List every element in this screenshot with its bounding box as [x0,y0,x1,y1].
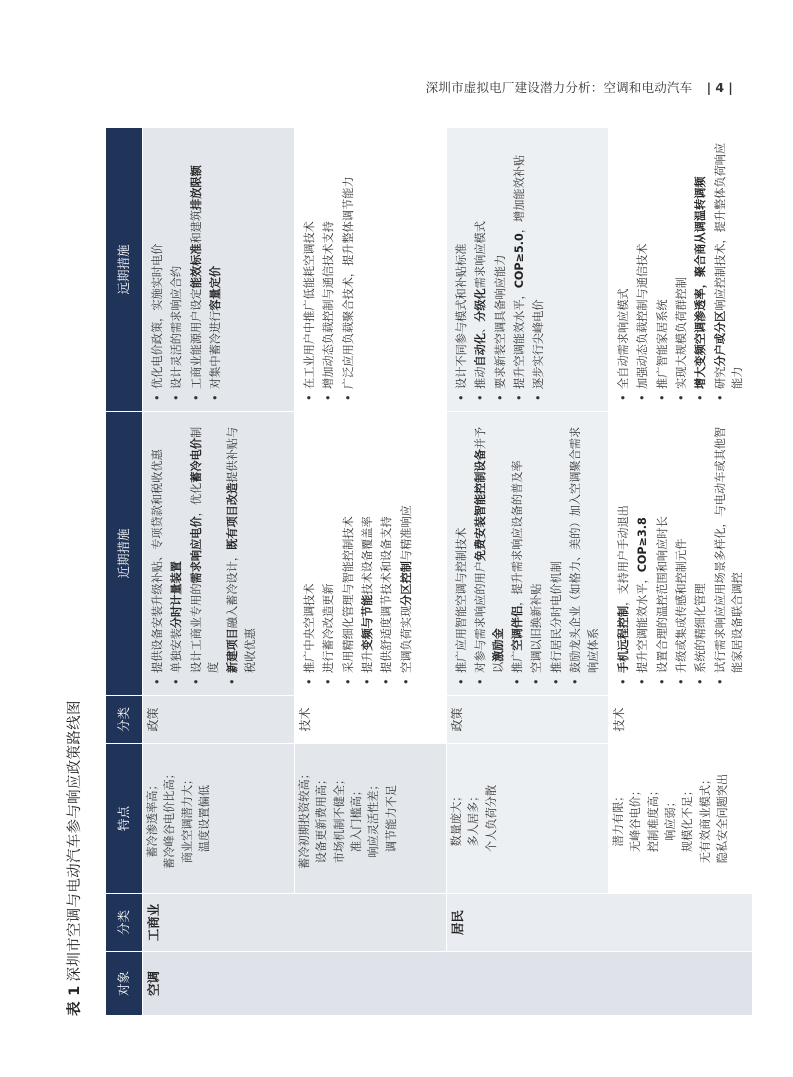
measure-text: 设置合理的温控范围和响应时长 [655,516,669,673]
header-near-term: 近期措施 [106,412,143,696]
measure-text-bold: 分级化 [474,288,488,322]
near-term-residential-policy [447,412,609,696]
measure-text: 提供设备安装升级补贴、专项贷款和税收优惠 [151,449,164,673]
subcategory-commerce-technology: 技术 [295,696,447,744]
feature-line: 蓄冷初期投资较高； [298,768,311,869]
measure-text-bold: 分户或分区 [713,310,727,367]
policy-roadmap-table [105,127,753,1016]
measure-item [548,420,565,685]
running-header [426,78,733,96]
table-row [295,128,447,1016]
feature-line: 无峰谷电价； [629,784,643,853]
measure-text: 增加动态负载控制与通信技术支持 [322,221,336,389]
measure-text: 融入蓄冷设计， [226,549,240,629]
measure-text: 采用精细化管理与智能控制技术 [341,516,355,673]
running-header-title: 深圳市虚拟电厂建设潜力分析：空调和电动汽车 [425,80,693,95]
measure-text: 工商业能源用户设定 [189,288,203,389]
object-cell: 空调 [143,952,753,1016]
measure-text: 提供舒适度调节技术和设备支持 [380,516,394,673]
measure-item [692,136,709,401]
feature-line: 商业空调潜力大； [180,773,194,864]
measure-item [168,420,185,685]
feature-line: 蓄冷渗透率高； [146,779,159,858]
measure-text: 提升空调能效水平， [636,572,650,673]
measure-item [188,420,223,685]
measure-text: ，支持用户手动退出 [616,505,630,606]
measure-text: ，提升需求响应设备的普及率 [511,460,525,606]
features-commerce-a [143,744,295,894]
measure-item [149,420,166,685]
measure-text: 推广应用智能空调与控制技术 [455,527,468,673]
measure-text: 设计灵活的需求响应合约 [170,265,184,389]
feature-line: 设备更新费用高； [315,773,329,864]
measure-text-bold: 激励金 [491,628,505,662]
measure-text: 需求响应模式 [474,221,488,289]
table-caption [63,700,84,1016]
measure-item [634,420,651,685]
measure-item [359,420,376,685]
measure-item [654,420,671,685]
feature-line: 蓄冷峰谷电价比高； [163,768,177,869]
measure-item [673,136,690,401]
table-row [447,128,609,1016]
measure-text: 设计工商业专用的 [189,583,203,673]
features-residential-a [447,744,609,894]
feature-line: 潜力有限； [611,790,625,847]
feature-line: 市场机制不健全； [332,773,346,864]
header-separator: | [706,80,712,95]
measure-item [207,136,224,401]
measure-text: 空调负荷实现 [399,605,413,673]
measure-text: 提供补贴与税收优惠 [226,426,257,673]
measure-item [530,136,547,401]
measure-item [511,136,528,401]
measure-text: 推广 [511,650,525,673]
measure-text-bold: COP≥3.8 [636,517,650,573]
near-term-residential-technology [608,412,753,696]
measure-text: 系统的精细化管理 [694,583,708,673]
measure-item [615,136,632,401]
measure-text: 加强动态负载控制与通信技术 [636,243,650,389]
caption-label: 表 1 [67,985,83,1016]
measure-item [492,136,509,401]
measure-list [149,420,259,685]
measure-item [634,136,651,401]
measure-text: 并予以 [474,426,505,673]
measure-text: ，优化 [189,482,203,517]
measure-item [567,420,602,685]
header-long-term: 远期措施 [106,128,143,412]
measure-text-bold: 既有项目改造 [226,482,240,550]
measure-text-bold: 容量定价 [209,265,223,311]
measure-text: 推广中央空调技术 [303,583,316,673]
measure-item [224,420,259,685]
long-term-commerce-technology [295,128,447,412]
table-row [143,128,295,1016]
measure-text: 升级或集成传感和控制元件 [674,538,688,673]
measure-list [149,136,224,401]
measure-text: 、 [474,321,488,334]
measure-text: 空调以旧换新补贴 [530,583,544,673]
rotated-table-region [67,128,745,1016]
measure-text: 优化电价政策，实施实时电价 [151,243,164,389]
features-residential-b [608,744,753,894]
measure-text: 设计不同参与模式和补贴标准 [455,243,468,389]
measure-text: 对参与需求响应的用户 [474,561,488,673]
measure-text: 提升 [361,650,375,673]
measure-item [398,420,415,685]
measure-item [712,136,747,401]
measure-text: 提升空调能效水平， [513,288,527,389]
caption-text: 深圳市空调与电动汽车参与响应政策路线图 [67,700,83,982]
measure-text: 广泛应用负载聚合技术，提升整体调节能力 [341,176,355,389]
measure-item [673,420,690,685]
feature-line: 无有效商业模式； [698,773,712,864]
measure-text: 全自动需求响应模式 [616,288,630,389]
feature-line: 数量庞大； [450,790,463,847]
long-term-residential-technology [608,128,753,412]
feature-line: 准入门槛高； [350,784,364,853]
measure-text-bold: 新建项目 [226,628,240,673]
measure-text-bold: COP≥5.0 [513,233,527,289]
category-residential: 居民 [447,894,753,952]
feature-line: 控制难度高； [646,784,660,853]
measure-item [654,136,671,401]
measure-text-bold: 空调伴侣 [511,605,525,651]
measure-text: 推行居民分时电价机制 [549,561,563,673]
measure-text: 研究 [713,366,727,389]
measure-text-bold: 能效标准 [189,243,203,289]
measure-item [320,136,337,401]
subcategory-residential-policy: 政策 [447,696,609,744]
measure-list [453,420,602,685]
subcategory-residential-technology: 技术 [608,696,753,744]
measure-text-bold: 分区控制 [399,561,413,606]
table-row [608,128,753,1016]
feature-line: 多人居多； [467,790,481,847]
long-term-residential-policy [447,128,609,412]
measure-item [301,420,318,685]
measure-text-bold: 变频与节能 [361,594,375,651]
header-category: 分类 [106,894,143,952]
measure-item [712,420,747,685]
measure-item [509,420,526,685]
measure-item [168,136,185,401]
measure-item [692,420,709,685]
measure-item [340,136,357,401]
measure-text: ，增加能效补贴 [513,154,527,234]
measure-text-bold: 增大变频空调渗透率，聚合商从调温转调频 [694,176,708,389]
measure-text-bold: 蓄冷电价 [189,438,203,483]
measure-list [301,136,357,401]
measure-list [615,420,747,685]
feature-line: 温度设置偏低 [198,784,212,853]
measure-item [528,420,545,685]
measure-text: 和建筑 [189,209,203,244]
measure-item [320,420,337,685]
measure-text: 技术设备覆盖率 [361,516,375,595]
header-separator: | [728,80,733,95]
measure-item [453,136,470,401]
measure-text-bold: 免费安装智能控制设备 [474,449,488,562]
header-object: 对象 [106,952,143,1016]
measure-text: 制度 [189,426,221,673]
measure-item [472,420,507,685]
measure-text: 单独安装 [170,628,184,673]
feature-line: 规模化不足； [681,784,695,853]
category-commerce: 工商业 [143,894,447,952]
measure-text: 推广智能家居系统 [655,299,669,389]
near-term-commerce-technology [295,412,447,696]
measure-text: 要求新装空调具备响应能力 [493,254,507,389]
measure-item [149,136,166,401]
measure-text: 逐步实行尖峰电价 [532,299,546,389]
feature-line: 调节能力不足 [384,784,398,853]
feature-line: 响应弱； [663,796,677,841]
feature-line: 响应灵活性差； [367,779,381,858]
measure-list [301,420,415,685]
long-term-commerce-policy [143,128,295,412]
measure-text-bold: 排放限额 [189,165,203,210]
measure-list [615,136,747,401]
header-features: 特点 [106,744,143,894]
table-header-row [106,128,143,1016]
measure-item [472,136,489,401]
measure-list [453,136,548,401]
measure-item [378,420,395,685]
measure-text-bold: 需求响应电价 [189,516,203,584]
measure-item [453,420,470,685]
measure-text: 对集中蓄冷进行 [209,310,223,389]
measure-text-bold: 手机远程控制 [616,605,630,673]
measure-text: 响应控制技术，提升整体负荷响应能力 [713,142,745,389]
subcategory-commerce-policy: 政策 [143,696,295,744]
measure-item [301,136,318,401]
feature-line: 个人负荷分散 [484,784,498,853]
header-subcategory: 分类 [106,696,143,744]
measure-text: 实现大规模负荷群控制 [674,277,688,389]
near-term-commerce-policy [143,412,295,696]
measure-text-bold: 自动化 [474,333,488,367]
feature-line: 隐私安全问题突出 [716,773,730,864]
measure-item [615,420,632,685]
features-commerce-b [295,744,447,894]
measure-text: 推动 [474,366,488,389]
measure-text: 进行蓄冷改造更新 [322,583,336,673]
measure-item [340,420,357,685]
measure-text: 与精准响应 [399,505,413,562]
measure-text: 鼓励龙头企业（如格力、美的）加入空调聚合需求响应体系 [569,426,600,673]
measure-item [188,136,205,401]
measure-text: 在工业用户中推广低能耗空调技术 [303,221,316,389]
measure-text-bold: 分时计量装置 [170,561,184,629]
page-number: 4 [715,80,725,95]
measure-text: 试行需求响应应用场景多样化，与电动车或其他智能家居设备联合调控 [713,426,745,673]
